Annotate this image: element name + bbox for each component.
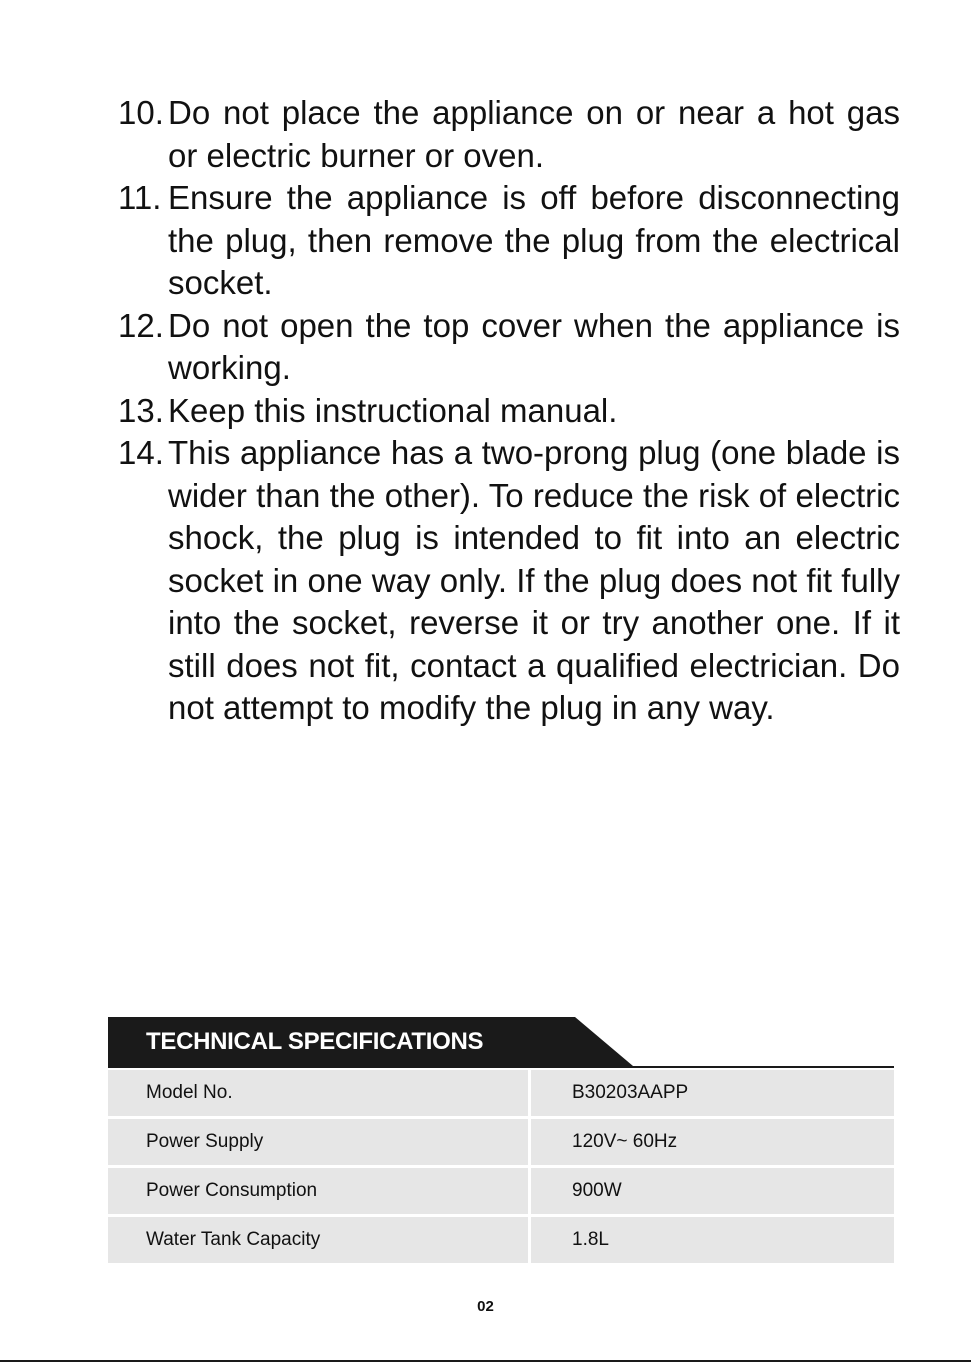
instruction-number: 14.: [118, 434, 164, 471]
instruction-item: [118, 432, 900, 730]
spec-label: Power Supply: [108, 1119, 528, 1165]
instruction-text: Ensure the appliance is off before disconnecting the plug, then remove the plug from the electrical socket.: [168, 179, 900, 301]
spec-value: 900W: [531, 1168, 894, 1214]
instruction-text: This appliance has a two-prong plug (one blade is wider than the other). To reduce the risk of electric shock, the plug is intended to fit into an electric socket in one way only. If the plug does not fit fully into the socket, reverse it or try another one. If it still does not fit, contact a qualified electrician. Do not attempt to modify the plug in any way.: [168, 434, 900, 726]
instruction-item: [118, 390, 900, 433]
spec-row: [108, 1119, 894, 1165]
instruction-text: Do not open the top cover when the appliance is working.: [168, 306, 900, 386]
instruction-item: [118, 92, 900, 177]
spec-label: Power Consumption: [108, 1168, 528, 1214]
spec-value: 1.8L: [531, 1217, 894, 1263]
instruction-text: Do not place the appliance on or near a hot gas or electric burner or oven.: [168, 94, 900, 174]
instruction-number: 11.: [118, 179, 162, 216]
instruction-item: [118, 177, 900, 305]
spec-title: TECHNICAL SPECIFICATIONS: [146, 1028, 484, 1055]
spec-row: [108, 1070, 894, 1116]
spec-table: [108, 1070, 894, 1263]
safety-instructions-list: [118, 92, 900, 730]
instruction-number: 12.: [118, 306, 164, 344]
spec-label: Model No.: [108, 1070, 528, 1116]
spec-value: 120V~ 60Hz: [531, 1119, 894, 1165]
instruction-item: [118, 305, 900, 390]
technical-specifications: [108, 1017, 894, 1266]
spec-label: Water Tank Capacity: [108, 1217, 528, 1263]
instruction-text: Keep this instructional manual.: [168, 391, 618, 429]
spec-row: [108, 1217, 894, 1263]
instruction-number: 10.: [118, 94, 164, 131]
spec-value: B30203AAPP: [531, 1070, 894, 1116]
instruction-number: 13.: [118, 391, 164, 429]
page-number: 02: [477, 1298, 494, 1315]
spec-header: [108, 1017, 894, 1068]
spec-row: [108, 1168, 894, 1214]
